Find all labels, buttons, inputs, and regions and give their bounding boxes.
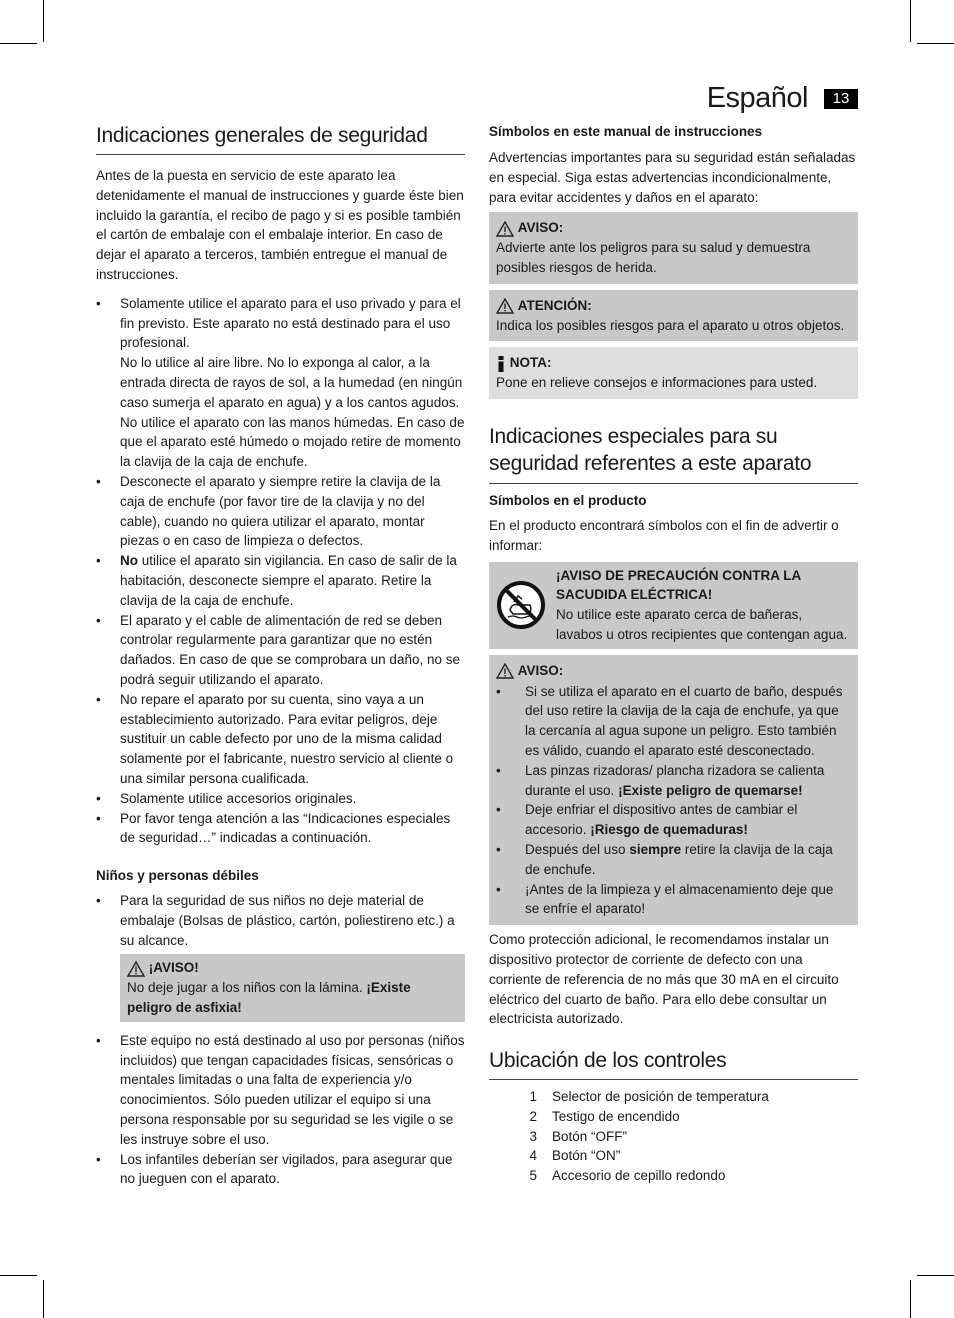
warning-triangle-icon [496, 220, 514, 235]
list-item: • Los infantiles deberían ser vigilados, para asegurar que no jueguen con el aparato. [96, 1151, 453, 1187]
list-item: • Si se utiliza el aparato en el cuarto de baño, después del uso retire la clavija de la caja de enchufe, ya que la cercanía al agua supone un peligro. Esto también es válido, cuando el aparato esté desconectado. [496, 683, 843, 758]
aviso-box: AVISO: Advierte ante los peligros para su salud y demuestra posibles riesgos de herida. [489, 212, 858, 283]
control-label: Testigo de encendido [552, 1108, 680, 1124]
list-item: • El aparato y el cable de alimentación de red se deben controlar regularmente para garantizar que no estén dañados. En caso de que se comprobara un daño, no se podrá seguir utilizando el aparato. [96, 612, 460, 687]
control-number: 3 [529, 1128, 537, 1144]
list-item: • Solamente utilice accesorios originales. [96, 790, 357, 806]
crop-mark [0, 43, 37, 44]
control-number: 2 [529, 1108, 537, 1124]
control-number: 4 [529, 1148, 537, 1164]
intro-paragraph: Antes de la puesta en servicio de este aparato lea detenidamente el manual de instrucciones y guarde éste bien incluido la garantía, el recibo de pago y si es posible también el cartón de embalaje con el embalaje interior. En caso de dejar el aparato a terceros, también entregue el manual de instrucciones. [96, 168, 464, 282]
product-symbols-heading: Símbolos en el producto [489, 492, 647, 508]
controls-title: Ubicación de los controles [489, 1049, 858, 1080]
list-item: • Desconecte el aparato y siempre retire la clavija de la caja de enchufe (por favor tire de la clavija y no del cable), cuando no quiera utilizar el aparato, montar piezas o en caso de limpieza o defectos. [96, 473, 441, 549]
kids-warning-box: ¡AVISO! No deje jugar a los niños con la lámina. ¡Existe peligro de asfixia! [120, 954, 465, 1021]
atencion-box: ATENCIÓN: Indica los posibles riesgos para el aparato u otros objetos. [489, 290, 858, 342]
safety-list [96, 294, 465, 848]
kids-list [96, 891, 465, 950]
crop-mark [910, 0, 911, 42]
page-header [707, 82, 858, 115]
control-item [489, 1107, 858, 1127]
kids-heading: Niños y personas débiles [96, 868, 259, 884]
control-item [489, 1166, 858, 1186]
symbols-heading: Símbolos en este manual de instrucciones [489, 124, 763, 139]
control-number: 1 [529, 1089, 537, 1105]
list-item: • Las pinzas rizadoras/ plancha rizadora se calienta durante el uso. ¡Existe peligro de quemarse! [496, 762, 825, 798]
shock-warning-text: No utilice este aparato cerca de bañeras, lavabos u otros recipientes que contengan agua. [556, 607, 848, 642]
warning-triangle-icon [496, 298, 514, 313]
list-item: • Deje enfriar el dispositivo antes de cambiar el accesorio. ¡Riesgo de quemaduras! [496, 802, 798, 838]
page-number: 13 [824, 89, 858, 109]
product-symbols-intro: En el producto encontrará símbolos con el fin de advertir o informar: [489, 517, 839, 553]
no-water-icon [496, 566, 556, 645]
control-label: Botón “ON” [552, 1148, 621, 1164]
crop-mark [43, 1280, 44, 1318]
warning-triangle-icon [496, 663, 514, 678]
info-icon [496, 355, 506, 370]
extra-protection-paragraph: Como protección adicional, le recomendamos instalar un dispositivo protector de corriente de defecto con una corriente de referencia de no más que 30 mA en el circuito eléctrico del cuarto de baño. Para ello debe consultar un electricista autorizado. [489, 932, 839, 1027]
crop-mark [0, 1275, 37, 1276]
symbols-intro: Advertencias importantes para su seguridad están señaladas en especial. Siga estas advertencias incondicionalmente, para evitar accidentes y daños en el aparato: [489, 150, 856, 205]
controls-list [489, 1087, 858, 1186]
kids-list-2 [96, 1031, 465, 1189]
list-item: • Por favor tenga atención a las “Indicaciones especiales de seguridad…” indicadas a continuación. [96, 810, 451, 846]
section-title: Indicaciones generales de seguridad [96, 124, 465, 155]
aviso-2-box: AVISO: • Si se utiliza el aparato en el cuarto de baño, después del uso retire la clavija de la caja de enchufe, ya que la cercanía al agua supone un peligro. Esto también es válido, cuando el aparato esté desconectado. • Las pinzas rizadoras/ plancha rizadora se calienta durante el uso. ¡Existe peligro de quemarse! • Deje enfriar el dispositivo antes de cambiar el accesorio. ¡Riesgo de quemaduras! • Después del uso siempre retire la clavija de la caja de enchufe. • ¡Antes de la limpieza y el almacenamiento deje que se enfríe el aparato! [489, 655, 858, 925]
control-label: Selector de posición de temperatura [552, 1089, 769, 1105]
list-item: • Para la seguridad de sus niños no deje material de embalaje (Bolsas de plástico, cartón, poliestireno etc.) a su alcance. [96, 893, 455, 948]
list-item: • Solamente utilice el aparato para el uso privado y para el fin previsto. Este aparato no está destinado para el uso profesional. No lo utilice al aire libre. No lo exponga al calor, a la entrada directa de rayos de sol, a la humedad (en ningún caso sumerja el aparato en agua) y a los cantos agudos. No utilice el aparato con las manos húmedas. En caso de que el aparato esté húmedo o mojado retire de momento la clavija de la caja de enchufe. [96, 295, 465, 470]
list-item: • Este equipo no está destinado al uso por personas (niños incluidos) que tengan capacidades físicas, sensóricas o mentales limitadas o una falta de experiencia y/o conocimientos. Sólo pueden utilizar el equipo si una persona responsable por su seguridad se les vigile o se les instruye sobre el uso. [96, 1032, 465, 1147]
warning-triangle-icon [127, 960, 145, 975]
aviso-2-list [496, 682, 851, 920]
left-column [96, 124, 465, 1189]
list-item: • ¡Antes de la limpieza y el almacenamiento deje que se enfríe el aparato! [496, 881, 834, 917]
list-item: • No utilice el aparato sin vigilancia. En caso de salir de la habitación, desconecte siempre el aparato. Retire la clavija de la caja de enchufe. [96, 553, 457, 608]
control-label: Accesorio de cepillo redondo [552, 1168, 726, 1184]
nota-box: NOTA: Pone en relieve consejos e informaciones para usted. [489, 347, 858, 399]
language-title: Español [706, 82, 808, 114]
control-item [489, 1087, 858, 1107]
right-column [489, 124, 858, 1186]
list-item: • Después del uso siempre retire la clavija de la caja de enchufe. [496, 841, 833, 877]
control-label: Botón “OFF” [552, 1128, 628, 1144]
shock-warning-box [489, 562, 858, 649]
control-item [489, 1146, 858, 1166]
shock-warning-title: ¡AVISO DE PRECAUCIÓN CONTRA LA SACUDIDA ELÉCTRICA! [556, 567, 801, 603]
list-item: • No repare el aparato por su cuenta, sino vaya a un establecimiento autorizado. Para evitar peligros, deje sustituir un cable defecto por uno de la misma calidad solamente por el fabricante, nuestro servicio al cliente o una similar persona cualificada. [96, 691, 454, 786]
control-item [489, 1127, 858, 1147]
special-section-title: Indicaciones especiales para su seguridad referentes a este aparato [489, 423, 858, 484]
control-number: 5 [529, 1168, 537, 1184]
crop-mark [917, 1275, 954, 1276]
crop-mark [910, 1280, 911, 1318]
crop-mark [917, 43, 954, 44]
crop-mark [43, 0, 44, 42]
